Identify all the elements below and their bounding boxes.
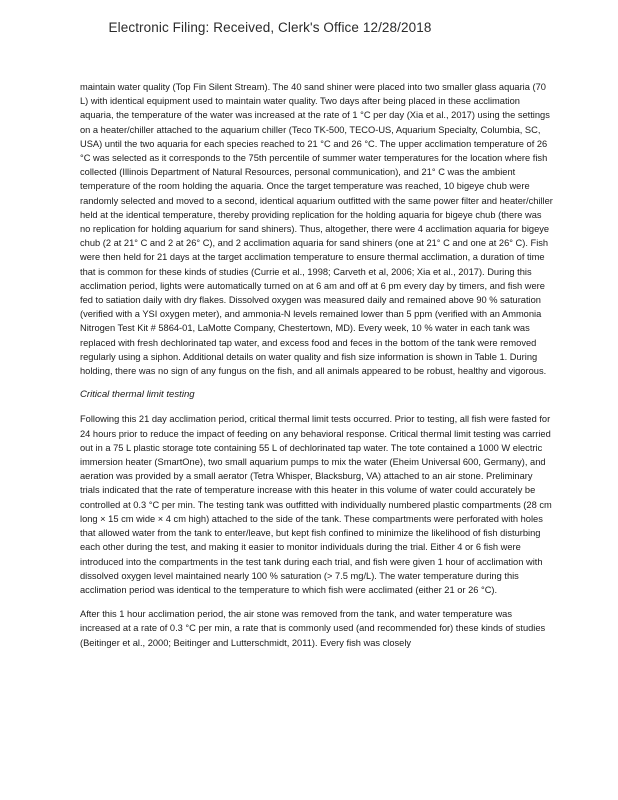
section-heading-critical-thermal-limit: Critical thermal limit testing bbox=[80, 389, 195, 401]
paragraph-ctm-setup: Following this 21 day acclimation period, critical thermal limit tests occurred. Prior to testing, all fish were fasted for 24 hours prior to reduce the impact of feeding on any behavioral response. Critical thermal limit testing was carried out in a 75 L plastic storage tote containing 55 L of dechlorinated tap water. The tote contained a 1000 W electric immersion heater (SmartOne), two small aquarium pumps to mix the water (Eheim Universal 600, Germany), and aeration was provided by a small aerator (Tetra Whisper, Blacksburg, VA) attached to an air stone. Preliminary trials indicated that the rate of temperature increase with this heater in this volume of water could accurately be controlled at 0.3 °C per min. The testing tank was outfitted with individually numbered plastic compartments (28 cm long × 15 cm wide × 4 cm high) attached to the side of the tank. These compartments were perforated with holes that allowed water from the tank to enter/leave, but kept fish confined to minimize the likelihood of fish disturbing each other during the test, and making it easier to monitor individuals during the trial. Either 4 or 6 fish were introduced into the compartments in the test tank during each trial, and fish were given 1 hour of acclimation with dissolved oxygen level maintained nearly 100 % saturation (> 7.5 mg/L). The water temperature during this acclimation period was identical to the temperature to which fish were acclimated (either 21 or 26 °C). bbox=[80, 414, 552, 595]
paragraph-ctm-ramp: After this 1 hour acclimation period, the air stone was removed from the tank, and water temperature was increased at a rate of 0.3 °C per min, a rate that is commonly used (and recommended for) these kinds of studies (Beitinger et al., 2000; Beitinger and Lutterschmidt, 2011). Every fish was closely bbox=[80, 609, 546, 648]
document-body bbox=[80, 80, 554, 660]
paragraph-acclimation: maintain water quality (Top Fin Silent Stream). The 40 sand shiner were placed into two smaller glass aquaria (70 L) with identical equipment used to maintain water quality. Two days after being placed in these acclimation aquaria, the temperature of the water was increased at the rate of 1 °C per day (Xia et al., 2017) using the settings on a heater/chiller attached to the aquarium chiller (Teco TK-500, TECO-US, Aquarium Specialty, Columbia, SC, USA) until the two aquaria for each species reached to 21 °C and 26 °C. The upper acclimation temperature of 26 °C was selected as it corresponds to the 75th percentile of summer water temperatures for the location where fish collected (Illinois Department of Natural Resources, personal communication), and 21° C was the ambient temperature of the room holding the aquaria. Once the target temperature was reached, 10 bigeye chub were randomly selected and moved to a second, identical aquarium outfitted with the same power filter and heater/chiller held at the identical temperature, thereby providing replication for the holding aquaria for bigeye chub (there was no replication for holding aquarium for sand shiners). Thus, altogether, there were 4 acclimation aquaria for bigeye chub (2 at 21° C and 2 at 26° C), and 2 acclimation aquaria for sand shiners (one at 21° C and one at 26° C). Fish were then held for 21 days at the target acclimation temperature to ensure thermal acclimation, a duration of time that is common for these kinds of studies (Currie et al., 1998; Carveth et al, 2006; Xia et al., 2017). During this acclimation period, lights were automatically turned on at 6 am and off at 6 pm every day by timers, and fish were fed to satiation daily with dry flakes. Dissolved oxygen was measured daily and remained above 90 % saturation (verified with a YSI oxygen meter), and ammonia-N levels remained lower than 5 ppm (verified with an Ammonia Nitrogen Test Kit # 5864-01, LaMotte Company, Chestertown, MD). Every week, 10 % water in each tank was replaced with fresh dechlorinated tap water, and excess food and feces in the bottom of the tank were removed regularly using a siphon. Additional details on water quality and fish size information is shown in Table 1. During holding, there was no sign of any fungus on the fish, and all animals appeared to be robust, healthy and vigorous. bbox=[80, 82, 553, 377]
filing-stamp: Electronic Filing: Received, Clerk's Office 12/28/2018 bbox=[108, 20, 432, 35]
